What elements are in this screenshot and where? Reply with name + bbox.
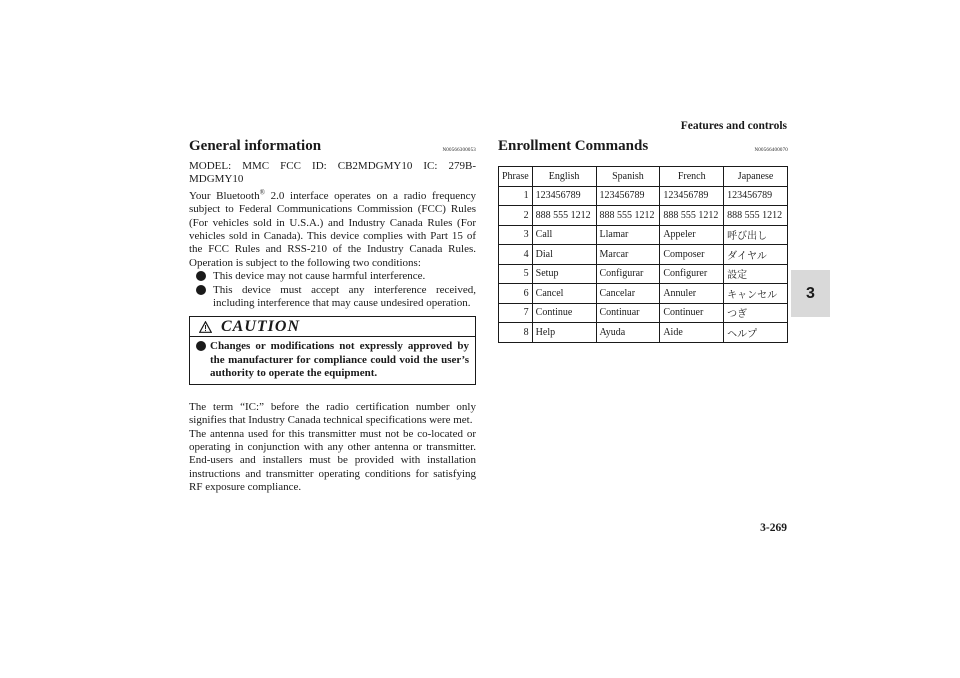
column-header-phrase: Phrase xyxy=(499,167,533,187)
list-item: This device may not cause harmful interference. xyxy=(193,270,476,283)
japanese-cell: ダイヤル xyxy=(724,245,788,265)
enrollment-commands-section xyxy=(498,138,788,343)
column-header-japanese: Japanese xyxy=(724,167,788,187)
section-heading xyxy=(189,138,476,155)
list-item: This device must accept any interference received, including interference that may cause undesired operation. xyxy=(193,284,476,311)
french-cell: 123456789 xyxy=(660,186,724,206)
table-row xyxy=(499,245,788,265)
english-cell: Help xyxy=(532,323,596,343)
caution-box xyxy=(189,316,476,384)
phrase-number: 4 xyxy=(499,245,533,265)
general-information-section xyxy=(189,138,476,495)
english-cell: 888 555 1212 xyxy=(532,206,596,226)
warning-triangle-icon xyxy=(199,321,212,333)
column-header-english: English xyxy=(532,167,596,187)
spanish-cell: Llamar xyxy=(596,225,660,245)
french-cell: Aide xyxy=(660,323,724,343)
french-cell: 888 555 1212 xyxy=(660,206,724,226)
section-code: N00566300053 xyxy=(442,148,476,153)
registered-mark: ® xyxy=(259,188,265,197)
column-header-french: French xyxy=(660,167,724,187)
english-cell: Dial xyxy=(532,245,596,265)
bullet-icon xyxy=(196,341,206,351)
spanish-cell: Marcar xyxy=(596,245,660,265)
caution-title: CAUTION xyxy=(221,317,301,335)
spanish-cell: Ayuda xyxy=(596,323,660,343)
english-cell: Continue xyxy=(532,303,596,323)
model-text: MODEL: MMC FCC ID: CB2MDGMY10 IC: 279B-MDGMY10 xyxy=(189,160,476,186)
bullet-icon xyxy=(196,271,206,281)
french-cell: Continuer xyxy=(660,303,724,323)
table-row xyxy=(499,323,788,343)
spanish-cell: 123456789 xyxy=(596,186,660,206)
japanese-cell: キャンセル xyxy=(724,284,788,304)
phrase-number: 8 xyxy=(499,323,533,343)
page-number: 3-269 xyxy=(760,522,787,534)
japanese-cell: 呼び出し xyxy=(724,225,788,245)
english-cell: 123456789 xyxy=(532,186,596,206)
bluetooth-intro: Your Bluetooth xyxy=(189,189,260,202)
column-header-spanish: Spanish xyxy=(596,167,660,187)
table-row xyxy=(499,186,788,206)
bullet-icon xyxy=(196,285,206,295)
english-cell: Call xyxy=(532,225,596,245)
table-row xyxy=(499,303,788,323)
spanish-cell: 888 555 1212 xyxy=(596,206,660,226)
japanese-cell: 888 555 1212 xyxy=(724,206,788,226)
bluetooth-rest: 2.0 interface operates on a radio frequency subject to Federal Communications Commission (FCC) Rules (For vehicles sold in U.S.A.) and Industry Canada Rules (For vehicles sold in Canada). This device complies with Part 15 of the FCC Rules and RSS-210 of the Industry Canada Rules. Operation is subject to the following two conditions: xyxy=(189,189,476,269)
bluetooth-paragraph xyxy=(189,190,476,270)
section-title: Enrollment Commands xyxy=(498,138,649,154)
phrase-number: 3 xyxy=(499,225,533,245)
french-cell: Configurer xyxy=(660,264,724,284)
phrase-number: 6 xyxy=(499,284,533,304)
table-header-row xyxy=(499,167,788,187)
japanese-cell: つぎ xyxy=(724,303,788,323)
chapter-tab: 3 xyxy=(791,270,830,317)
english-cell: Cancel xyxy=(532,284,596,304)
phrase-number: 7 xyxy=(499,303,533,323)
japanese-cell: 設定 xyxy=(724,264,788,284)
table-row xyxy=(499,225,788,245)
japanese-cell: 123456789 xyxy=(724,186,788,206)
table-row xyxy=(499,284,788,304)
phrase-number: 5 xyxy=(499,264,533,284)
spanish-cell: Cancelar xyxy=(596,284,660,304)
french-cell: Composer xyxy=(660,245,724,265)
french-cell: Appeler xyxy=(660,225,724,245)
japanese-cell: ヘルプ xyxy=(724,323,788,343)
spanish-cell: Configurar xyxy=(596,264,660,284)
spanish-cell: Continuar xyxy=(596,303,660,323)
caution-body xyxy=(190,337,475,383)
english-cell: Setup xyxy=(532,264,596,284)
table-row xyxy=(499,206,788,226)
table-row xyxy=(499,264,788,284)
page-header-title: Features and controls xyxy=(680,120,787,132)
caution-header xyxy=(190,317,475,337)
phrase-number: 1 xyxy=(499,186,533,206)
section-title: General information xyxy=(189,138,322,154)
ic-note: The term “IC:” before the radio certification number only signifies that Industry Canada technical specifications were met. xyxy=(189,400,476,427)
phrase-number: 2 xyxy=(499,206,533,226)
section-heading xyxy=(498,138,788,155)
section-code: N00566400070 xyxy=(754,148,788,153)
conditions-list xyxy=(193,270,476,310)
caution-item: Changes or modifications not expressly approved by the manufacturer for compliance could void the user’s authority to operate the equipment. xyxy=(196,340,469,380)
enrollment-commands-table xyxy=(498,166,788,343)
french-cell: Annuler xyxy=(660,284,724,304)
antenna-note: The antenna used for this transmitter must not be co-located or operating in conjunction with any other antenna or transmitter. End-users and installers must be provided with installation instructions and transmitter operating conditions for satisfying RF exposure compliance. xyxy=(189,427,476,494)
